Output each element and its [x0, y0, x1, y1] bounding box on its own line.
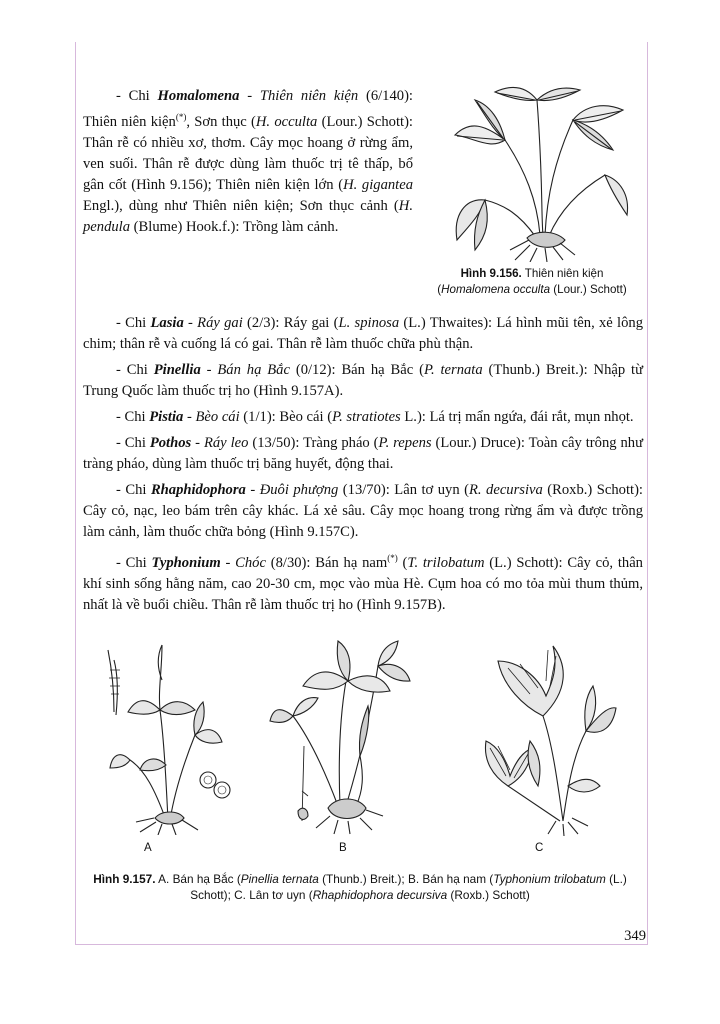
body-text: , Sơn thục (: [186, 113, 256, 130]
genus-name: Pistia: [149, 409, 184, 425]
species-name: P. repens: [378, 435, 432, 451]
body-text: (Lour.) Schott): Thân rễ có nhiều xơ, thơm. Cây mọc hoang ở rừng ẩm, ven suối. Thân rễ được dùng làm thuốc trị tê thấp, bổ gân cốt (Hình 9.156); Thiên niên kiện lớn (: [83, 113, 413, 193]
body-text: (2/3): Ráy gai (: [242, 315, 339, 331]
species-name: H. pendula: [83, 197, 413, 235]
para-lead: - Chi: [116, 435, 150, 451]
body-text: (13/50): Tràng pháo (: [248, 435, 379, 451]
vietnamese-name: Bèo cái: [195, 409, 240, 425]
paragraph-pistia: [83, 407, 643, 428]
separator: -: [191, 435, 204, 451]
vietnamese-name: Chóc: [235, 554, 266, 571]
para-lead: - Chi: [116, 362, 154, 378]
body-text: Thiên niên kiện: [83, 113, 176, 130]
panel-label-b: B: [339, 842, 347, 854]
body-text: (13/70): Lân tơ uyn (: [338, 482, 469, 498]
vietnamese-name: Đuôi phượng: [259, 482, 339, 498]
species-name: H. gigantea: [343, 176, 413, 193]
figure-9-156-caption: [418, 266, 646, 298]
page-number: 349: [624, 928, 646, 944]
separator: -: [200, 362, 218, 378]
figure-9-156-drawing: [445, 80, 635, 262]
caption-text: (L.) Schott); C. Lân tơ uyn (: [190, 872, 627, 902]
body-paragraphs: [83, 313, 643, 616]
vietnamese-name: Thiên niên kiện: [259, 88, 359, 104]
caption-text: Thiên niên kiện: [521, 267, 604, 280]
paragraph-homalomena: [83, 86, 413, 238]
paragraph-rhaphidophora: [83, 480, 643, 543]
body-text: (Lour.) Druce): Toàn cây trông như tràng pháo, dùng làm thuốc trị băng huyết, động thai.: [83, 435, 643, 472]
figure-9-157a-drawing: [100, 640, 240, 835]
vietnamese-name: Ráy gai: [197, 315, 243, 331]
para-lead: - Chi: [116, 482, 151, 498]
separator: -: [245, 482, 260, 498]
para-lead: - Chi: [116, 88, 158, 104]
vietnamese-name: Bán hạ Bắc: [217, 362, 290, 378]
body-text: (8/30): Bán hạ nam: [265, 554, 388, 571]
caption-species-name: Pinellia ternata: [240, 872, 319, 886]
para-lead: - Chi: [116, 554, 152, 571]
figure-label: Hình 9.156.: [460, 267, 522, 280]
figure-9-157-caption: [85, 871, 635, 903]
separator: -: [239, 88, 260, 104]
genus-name: Pothos: [149, 435, 192, 451]
separator: -: [183, 315, 198, 331]
caption-text: A. Bán hạ Bắc (: [155, 872, 241, 886]
separator: -: [183, 409, 196, 425]
footnote-mark: (*): [387, 553, 398, 563]
body-text: (Thunb.) Breit.): Nhập từ Trung Quốc làm thuốc trị ho (Hình 9.157A).: [83, 362, 643, 399]
paragraph-pinellia: [83, 360, 643, 402]
species-name: T. trilobatum: [407, 554, 485, 571]
species-name: P. ternata: [423, 362, 483, 378]
panel-label-c: C: [535, 842, 544, 854]
body-text: (L.) Thwaites): Lá hình mũi tên, xẻ lông chim; thân rễ và cuống lá có gai. Thân rễ làm thuốc chữa phù thận.: [83, 315, 643, 352]
body-text: Engl.), dùng như Thiên niên kiện; Sơn thục cảnh (: [83, 197, 399, 214]
caption-text: (Roxb.) Schott): [447, 888, 530, 902]
caption-species-name: Typhonium trilobatum: [493, 872, 606, 886]
species-name: R. decursiva: [469, 482, 543, 498]
caption-text: (: [437, 283, 442, 296]
body-text: (1/1): Bèo cái (: [239, 409, 333, 425]
genus-name: Homalomena: [157, 88, 240, 104]
para-lead: - Chi: [116, 315, 151, 331]
footnote-mark: (*): [175, 112, 187, 122]
paragraph-pothos: [83, 433, 643, 475]
body-text: (: [397, 554, 408, 571]
figure-label: Hình 9.157.: [93, 872, 156, 886]
paragraph-lasia: [83, 313, 643, 355]
species-name: P. stratiotes: [332, 409, 401, 425]
body-text: (0/12): Bán hạ Bắc (: [289, 362, 424, 378]
species-count: (6/140):: [358, 88, 413, 104]
species-name: L. spinosa: [338, 315, 400, 331]
panel-label-a: A: [144, 842, 152, 854]
genus-name: Rhaphidophora: [150, 482, 246, 498]
paragraph-typhonium: [83, 548, 643, 616]
body-text: L.): Lá trị mẩn ngứa, đái rắt, mụn nhọt.: [400, 409, 634, 425]
species-name: H. occulta: [255, 113, 318, 130]
body-text: (Blume) Hook.f.): Trồng làm cảnh.: [130, 218, 339, 235]
body-text: (L.) Schott): Cây cỏ, thân khí sinh sống hằng năm, cao 20-30 cm, mọc vào mùa Hè. Cụm hoa có mo tỏa mùi thum thủm, nhất là về buổi chiều. Thân rễ làm thuốc trị ho (Hình 9.157B).: [83, 554, 643, 613]
para-lead: - Chi: [116, 409, 150, 425]
vietnamese-name: Ráy leo: [203, 435, 249, 451]
genus-name: Lasia: [150, 315, 184, 331]
caption-text: (Lour.) Schott): [550, 283, 627, 296]
caption-species-name: Rhaphidophora decursiva: [312, 888, 448, 902]
caption-species-name: Homalomena occulta: [441, 283, 551, 296]
figure-9-157c-drawing: [468, 636, 618, 836]
separator: -: [220, 554, 236, 571]
figure-9-157b-drawing: [268, 636, 418, 836]
body-text: (Roxb.) Schott): Cây cỏ, nạc, leo bám trên cây khác. Lá xẻ sâu. Cây mọc hoang trong rừng ẩm và được trồng làm cảnh, làm thuốc chữa bỏng (Hình 9.157C).: [83, 482, 643, 540]
caption-text: (Thunb.) Breit.); B. Bán hạ nam (: [318, 872, 494, 886]
genus-name: Pinellia: [153, 362, 201, 378]
genus-name: Typhonium: [151, 554, 221, 571]
